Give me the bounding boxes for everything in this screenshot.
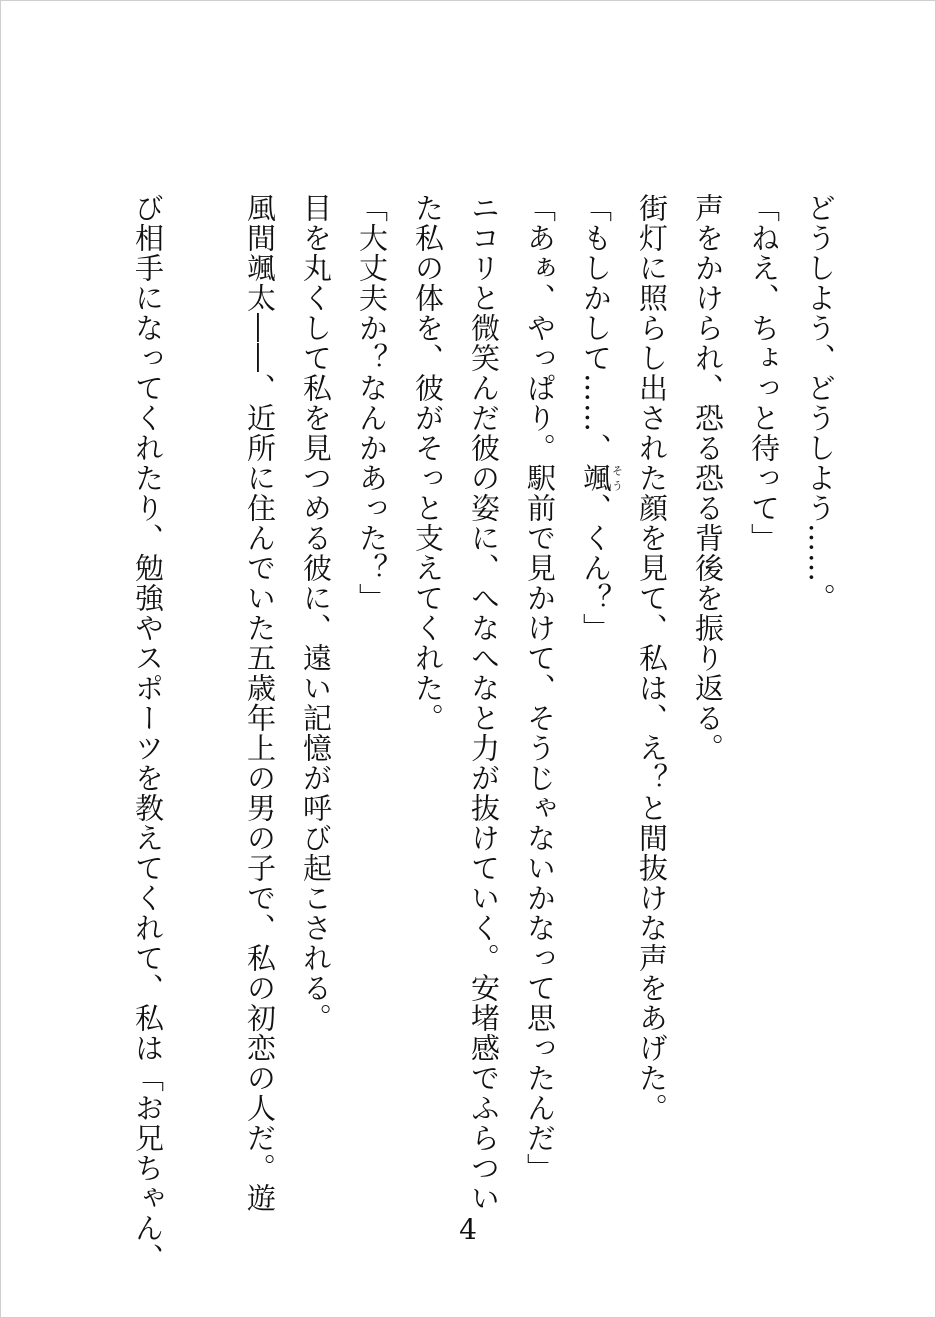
text-line: 「ねえ、ちょっと待って」 [747,193,781,553]
text-line: 風間颯太――、近所に住んでいた五歳年上の男の子で、私の初恋の人だ。遊 [243,193,277,1213]
novel-text-body [120,193,848,1273]
text-line: た私の体を、彼がそっと支えてくれた。 [411,193,445,733]
text-line: 街灯に照らし出された顔を見て、私は、え？と間抜けな声をあげた。 [635,193,669,1123]
ruby-base: 颯 [579,463,613,493]
ruby-annotation [579,463,624,493]
text-line: び相手になってくれたり、勉強やスポーツを教えてくれて、私は「お兄ちゃん、 [131,193,165,1273]
ruby-reading: そう [610,463,624,493]
text-line-with-ruby [568,193,624,1193]
text-segment: 、くん？」 [579,493,613,643]
text-line: どうしよう、どうしよう……。 [803,193,837,613]
text-segment: 「もしかして……、 [579,193,613,463]
text-line: 「大丈夫か？なんかあった？」 [355,193,389,613]
page-number: 4 [459,1213,477,1246]
text-line: ニコリと微笑んだ彼の姿に、へなへなと力が抜けていく。安堵感でふらつい [467,193,501,1213]
text-line: 声をかけられ、恐る恐る背後を振り返る。 [691,193,725,763]
text-line: 目を丸くして私を見つめる彼に、遠い記憶が呼び起こされる。 [299,193,333,1033]
text-line: 「あぁ、やっぱり。駅前で見かけて、そうじゃないかなって思ったんだ」 [523,193,557,1183]
